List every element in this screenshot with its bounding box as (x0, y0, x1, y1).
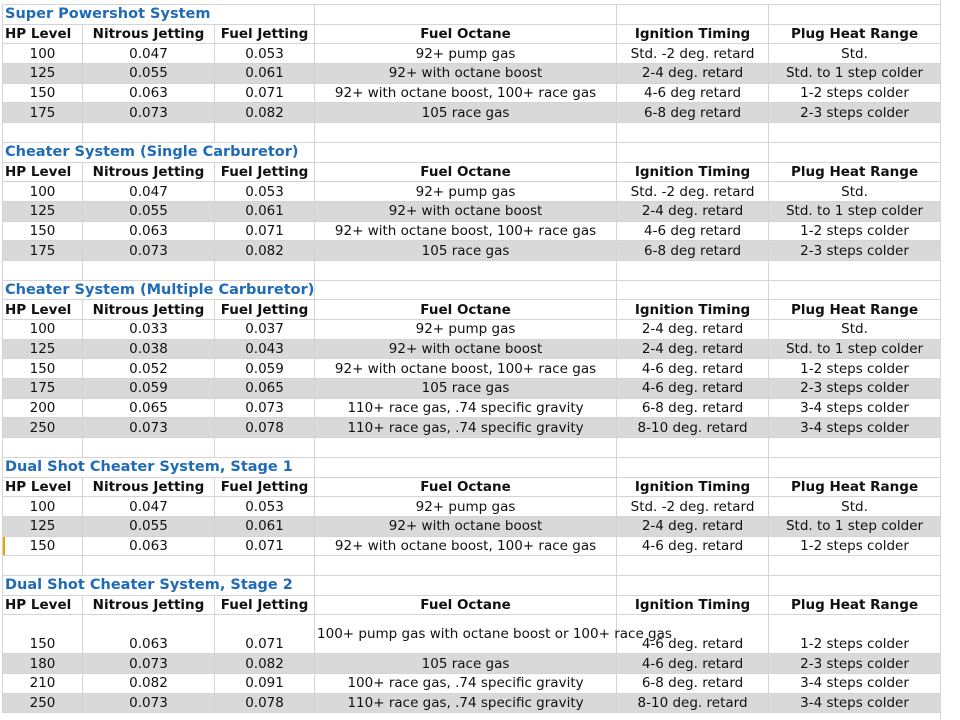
table-cell[interactable]: 92+ with octane boost (315, 516, 617, 536)
table-cell[interactable]: 0.038 (83, 339, 215, 359)
table-cell[interactable]: 4-6 deg retard (617, 221, 769, 241)
column-header-cell[interactable]: Fuel Jetting (215, 300, 315, 320)
column-header-cell[interactable]: Ignition Timing (617, 24, 769, 44)
table-row (3, 221, 941, 241)
table-cell[interactable]: 0.082 (215, 654, 315, 674)
table-cell[interactable]: 0.071 (215, 221, 315, 241)
table-cell[interactable]: 125 (3, 339, 83, 359)
table-cell[interactable]: 0.061 (215, 64, 315, 84)
table-cell[interactable]: 250 (3, 693, 83, 713)
table-row (3, 536, 941, 556)
table-cell[interactable]: 180 (3, 654, 83, 674)
section-title-row (3, 457, 941, 477)
table-cell[interactable]: 92+ with octane boost, 100+ race gas (315, 83, 617, 103)
column-header-cell[interactable]: Nitrous Jetting (83, 477, 215, 497)
empty-cell[interactable] (617, 280, 769, 300)
table-cell[interactable]: 150 (3, 536, 83, 556)
table-cell[interactable]: 0.063 (83, 536, 215, 556)
spreadsheet-grid (2, 4, 941, 713)
column-header-cell[interactable]: Fuel Jetting (215, 162, 315, 182)
table-cell[interactable]: 1-2 steps colder (769, 615, 941, 654)
column-header-cell[interactable]: Nitrous Jetting (83, 300, 215, 320)
table-cell[interactable]: 0.059 (83, 379, 215, 399)
blank-row (3, 438, 941, 458)
section-title[interactable]: Cheater System (Multiple Carburetor) (3, 280, 315, 300)
table-cell[interactable]: 0.053 (215, 182, 315, 202)
section-title[interactable]: Super Powershot System (3, 5, 315, 25)
table-cell[interactable]: 2-4 deg. retard (617, 64, 769, 84)
table-cell[interactable]: 0.071 (215, 83, 315, 103)
table-cell[interactable]: 100 (3, 44, 83, 64)
column-header-cell[interactable]: Nitrous Jetting (83, 24, 215, 44)
table-cell[interactable]: 0.073 (83, 241, 215, 261)
column-header-cell[interactable]: HP Level (3, 300, 83, 320)
table-cell[interactable]: 0.053 (215, 44, 315, 64)
column-header-cell[interactable]: HP Level (3, 595, 83, 615)
table-cell[interactable]: 3-4 steps colder (769, 418, 941, 438)
table-row (3, 241, 941, 261)
empty-cell[interactable] (83, 556, 215, 576)
table-cell[interactable]: 0.073 (215, 398, 315, 418)
table-cell[interactable]: 0.061 (215, 201, 315, 221)
empty-cell[interactable] (617, 575, 769, 595)
empty-cell[interactable] (215, 260, 315, 280)
table-cell[interactable]: 3-4 steps colder (769, 693, 941, 713)
empty-cell[interactable] (3, 556, 83, 576)
column-header-row (3, 595, 941, 615)
table-cell[interactable]: 0.053 (215, 497, 315, 517)
empty-cell[interactable] (769, 5, 941, 25)
table-cell[interactable]: 0.033 (83, 320, 215, 340)
column-header-cell[interactable]: Fuel Octane (315, 162, 617, 182)
column-header-row (3, 300, 941, 320)
column-header-cell[interactable]: Fuel Octane (315, 300, 617, 320)
table-cell[interactable]: 0.091 (215, 674, 315, 694)
column-header-cell[interactable]: HP Level (3, 477, 83, 497)
column-header-cell[interactable]: Plug Heat Range (769, 477, 941, 497)
column-header-cell[interactable]: Fuel Jetting (215, 477, 315, 497)
table-cell[interactable]: Std. (769, 44, 941, 64)
empty-cell[interactable] (83, 260, 215, 280)
empty-cell[interactable] (315, 5, 617, 25)
table-cell[interactable]: 0.055 (83, 201, 215, 221)
column-header-cell[interactable]: HP Level (3, 24, 83, 44)
table-row (3, 379, 941, 399)
empty-cell[interactable] (769, 260, 941, 280)
empty-cell[interactable] (315, 575, 617, 595)
table-row (3, 359, 941, 379)
table-cell[interactable]: 0.073 (83, 103, 215, 123)
table-cell[interactable]: 105 race gas (315, 103, 617, 123)
table-cell[interactable]: 0.078 (215, 418, 315, 438)
empty-cell[interactable] (769, 556, 941, 576)
table-cell[interactable]: 8-10 deg. retard (617, 418, 769, 438)
table-cell[interactable]: 0.059 (215, 359, 315, 379)
table-cell[interactable]: 6-8 deg retard (617, 241, 769, 261)
empty-cell[interactable] (315, 142, 617, 162)
table-cell[interactable]: 0.073 (83, 654, 215, 674)
table-cell[interactable]: 92+ with octane boost (315, 339, 617, 359)
table-cell[interactable]: 0.037 (215, 320, 315, 340)
table-row (3, 693, 941, 713)
table-cell[interactable]: 100 (3, 182, 83, 202)
column-header-row (3, 24, 941, 44)
table-cell[interactable]: 0.071 (215, 536, 315, 556)
table-cell[interactable]: 0.047 (83, 44, 215, 64)
table-cell[interactable]: Std. to 1 step colder (769, 516, 941, 536)
column-header-cell[interactable]: Ignition Timing (617, 162, 769, 182)
table-cell[interactable]: 150 (3, 359, 83, 379)
column-header-cell[interactable]: Nitrous Jetting (83, 595, 215, 615)
table-row (3, 103, 941, 123)
table-cell[interactable]: 4-6 deg retard (617, 83, 769, 103)
section-title-row (3, 142, 941, 162)
table-cell[interactable]: 0.082 (215, 241, 315, 261)
table-cell[interactable]: 0.063 (83, 615, 215, 654)
table-cell[interactable]: 1-2 steps colder (769, 221, 941, 241)
section-title[interactable]: Cheater System (Single Carburetor) (3, 142, 315, 162)
empty-cell[interactable] (769, 457, 941, 477)
table-row (3, 398, 941, 418)
empty-cell[interactable] (215, 556, 315, 576)
table-row (3, 418, 941, 438)
table-row (3, 516, 941, 536)
empty-cell[interactable] (617, 457, 769, 477)
table-cell[interactable]: 92+ with octane boost (315, 64, 617, 84)
table-cell[interactable]: 4-6 deg. retard (617, 359, 769, 379)
table-cell[interactable]: 6-8 deg. retard (617, 398, 769, 418)
empty-cell[interactable] (215, 438, 315, 458)
table-cell[interactable]: Std. -2 deg. retard (617, 182, 769, 202)
table-cell[interactable]: 100 (3, 320, 83, 340)
empty-cell[interactable] (769, 280, 941, 300)
column-header-cell[interactable]: Fuel Octane (315, 24, 617, 44)
table-cell[interactable]: 92+ pump gas (315, 44, 617, 64)
empty-cell[interactable] (315, 438, 617, 458)
table-cell[interactable]: 105 race gas (315, 379, 617, 399)
column-header-cell[interactable]: Fuel Octane (315, 595, 617, 615)
table-cell[interactable]: 0.078 (215, 693, 315, 713)
column-header-cell[interactable]: Plug Heat Range (769, 24, 941, 44)
empty-cell[interactable] (769, 575, 941, 595)
empty-cell[interactable] (315, 123, 617, 143)
table-cell[interactable]: 0.073 (83, 693, 215, 713)
table-cell[interactable]: Std. to 1 step colder (769, 201, 941, 221)
section-title-row (3, 280, 941, 300)
table-cell[interactable]: 200 (3, 398, 83, 418)
table-cell[interactable]: 2-3 steps colder (769, 103, 941, 123)
table-cell[interactable]: 105 race gas (315, 654, 617, 674)
table-cell[interactable]: 125 (3, 201, 83, 221)
table-cell[interactable]: 1-2 steps colder (769, 83, 941, 103)
table-cell[interactable]: 0.063 (83, 221, 215, 241)
section-title-row (3, 575, 941, 595)
blank-row (3, 260, 941, 280)
table-cell[interactable]: Std. -2 deg. retard (617, 497, 769, 517)
table-cell[interactable]: 0.047 (83, 182, 215, 202)
table-cell[interactable]: 0.055 (83, 64, 215, 84)
table-cell[interactable]: 2-4 deg. retard (617, 201, 769, 221)
table-cell[interactable]: 0.047 (83, 497, 215, 517)
table-cell[interactable]: 125 (3, 516, 83, 536)
table-cell[interactable]: 2-3 steps colder (769, 379, 941, 399)
table-cell[interactable]: 150 (3, 221, 83, 241)
table-cell[interactable]: 0.061 (215, 516, 315, 536)
table-cell[interactable]: 110+ race gas, .74 specific gravity (315, 418, 617, 438)
table-cell[interactable]: 8-10 deg. retard (617, 693, 769, 713)
table-cell[interactable]: 4-6 deg. retard (617, 379, 769, 399)
empty-cell[interactable] (315, 556, 617, 576)
table-cell[interactable]: 1-2 steps colder (769, 536, 941, 556)
column-header-cell[interactable]: Fuel Octane (315, 477, 617, 497)
table-cell[interactable]: 150 (3, 83, 83, 103)
table-cell[interactable]: 3-4 steps colder (769, 674, 941, 694)
table-cell[interactable]: 92+ with octane boost, 100+ race gas (315, 536, 617, 556)
empty-cell[interactable] (617, 123, 769, 143)
table-cell[interactable]: 100 (3, 497, 83, 517)
table-cell[interactable]: 0.071 (215, 615, 315, 654)
table-cell[interactable]: 2-3 steps colder (769, 241, 941, 261)
table-row (3, 201, 941, 221)
table-cell[interactable]: 0.043 (215, 339, 315, 359)
table-cell[interactable]: Std. to 1 step colder (769, 339, 941, 359)
table-cell[interactable]: Std. (769, 182, 941, 202)
empty-cell[interactable] (617, 5, 769, 25)
blank-row (3, 123, 941, 143)
table-cell[interactable]: Std. (769, 497, 941, 517)
column-header-row (3, 162, 941, 182)
table-cell[interactable]: 92+ pump gas (315, 320, 617, 340)
column-header-cell[interactable]: Fuel Jetting (215, 24, 315, 44)
table-cell[interactable]: 150 (3, 615, 83, 654)
empty-cell[interactable] (3, 438, 83, 458)
empty-cell[interactable] (617, 142, 769, 162)
empty-cell[interactable] (769, 142, 941, 162)
table-cell[interactable]: 4-6 deg. retard (617, 536, 769, 556)
table-cell[interactable]: 100+ race gas, .74 specific gravity (315, 674, 617, 694)
table-row (3, 497, 941, 517)
table-cell[interactable]: 0.073 (83, 418, 215, 438)
table-cell[interactable]: 0.065 (83, 398, 215, 418)
table-cell[interactable]: 4-6 deg. retard (617, 654, 769, 674)
table-row (3, 615, 941, 654)
table-cell[interactable]: 100+ pump gas with octane boost or 100+ race gas (315, 615, 617, 654)
table-cell[interactable]: 92+ pump gas (315, 182, 617, 202)
empty-cell[interactable] (315, 260, 617, 280)
table-cell[interactable]: 3-4 steps colder (769, 398, 941, 418)
table-cell[interactable]: 110+ race gas, .74 specific gravity (315, 693, 617, 713)
table-row (3, 44, 941, 64)
table-cell[interactable]: 92+ with octane boost, 100+ race gas (315, 359, 617, 379)
column-header-row (3, 477, 941, 497)
table-cell[interactable]: 92+ pump gas (315, 497, 617, 517)
table-cell[interactable]: 250 (3, 418, 83, 438)
table-cell[interactable]: 2-4 deg. retard (617, 516, 769, 536)
table-row (3, 654, 941, 674)
column-header-cell[interactable]: Fuel Jetting (215, 595, 315, 615)
table-cell[interactable]: 0.063 (83, 83, 215, 103)
table-cell[interactable]: 2-4 deg. retard (617, 320, 769, 340)
table-cell[interactable]: Std. to 1 step colder (769, 64, 941, 84)
table-row (3, 83, 941, 103)
table-cell[interactable]: 2-3 steps colder (769, 654, 941, 674)
table-cell[interactable]: 0.082 (215, 103, 315, 123)
empty-cell[interactable] (769, 438, 941, 458)
column-header-cell[interactable]: Ignition Timing (617, 595, 769, 615)
table-row (3, 64, 941, 84)
empty-cell[interactable] (83, 123, 215, 143)
empty-cell[interactable] (315, 280, 617, 300)
table-cell[interactable]: 0.055 (83, 516, 215, 536)
section-title[interactable]: Dual Shot Cheater System, Stage 2 (3, 575, 315, 595)
section-title-row (3, 5, 941, 25)
section-title[interactable]: Dual Shot Cheater System, Stage 1 (3, 457, 315, 477)
table-cell[interactable]: 6-8 deg retard (617, 103, 769, 123)
empty-cell[interactable] (215, 123, 315, 143)
table-cell[interactable]: 92+ with octane boost, 100+ race gas (315, 221, 617, 241)
empty-cell[interactable] (315, 457, 617, 477)
blank-row (3, 556, 941, 576)
table-cell[interactable]: Std. -2 deg. retard (617, 44, 769, 64)
column-header-cell[interactable]: Plug Heat Range (769, 300, 941, 320)
column-header-cell[interactable]: Ignition Timing (617, 477, 769, 497)
table-cell[interactable]: 175 (3, 241, 83, 261)
column-header-cell[interactable]: Ignition Timing (617, 300, 769, 320)
column-header-cell[interactable]: Nitrous Jetting (83, 162, 215, 182)
table-cell[interactable]: 92+ with octane boost (315, 201, 617, 221)
table-row (3, 320, 941, 340)
table-cell[interactable]: 2-4 deg. retard (617, 339, 769, 359)
empty-cell[interactable] (617, 556, 769, 576)
table-cell[interactable]: 125 (3, 64, 83, 84)
column-header-cell[interactable]: Plug Heat Range (769, 595, 941, 615)
table-cell[interactable]: 6-8 deg. retard (617, 674, 769, 694)
empty-cell[interactable] (769, 123, 941, 143)
table-row (3, 674, 941, 694)
table-cell[interactable]: 4-6 deg. retard (617, 615, 769, 654)
table-cell[interactable]: 105 race gas (315, 241, 617, 261)
table-cell[interactable]: 110+ race gas, .74 specific gravity (315, 398, 617, 418)
table-cell[interactable]: 175 (3, 103, 83, 123)
table-cell[interactable]: 0.082 (83, 674, 215, 694)
table-cell[interactable]: 1-2 steps colder (769, 359, 941, 379)
empty-cell[interactable] (617, 260, 769, 280)
table-row (3, 182, 941, 202)
table-cell[interactable]: 175 (3, 379, 83, 399)
table-cell[interactable]: 0.065 (215, 379, 315, 399)
empty-cell[interactable] (3, 123, 83, 143)
empty-cell[interactable] (617, 438, 769, 458)
table-row (3, 339, 941, 359)
table-cell[interactable]: Std. (769, 320, 941, 340)
table-cell[interactable]: 210 (3, 674, 83, 694)
empty-cell[interactable] (83, 438, 215, 458)
column-header-cell[interactable]: HP Level (3, 162, 83, 182)
column-header-cell[interactable]: Plug Heat Range (769, 162, 941, 182)
table-cell[interactable]: 0.052 (83, 359, 215, 379)
empty-cell[interactable] (3, 260, 83, 280)
